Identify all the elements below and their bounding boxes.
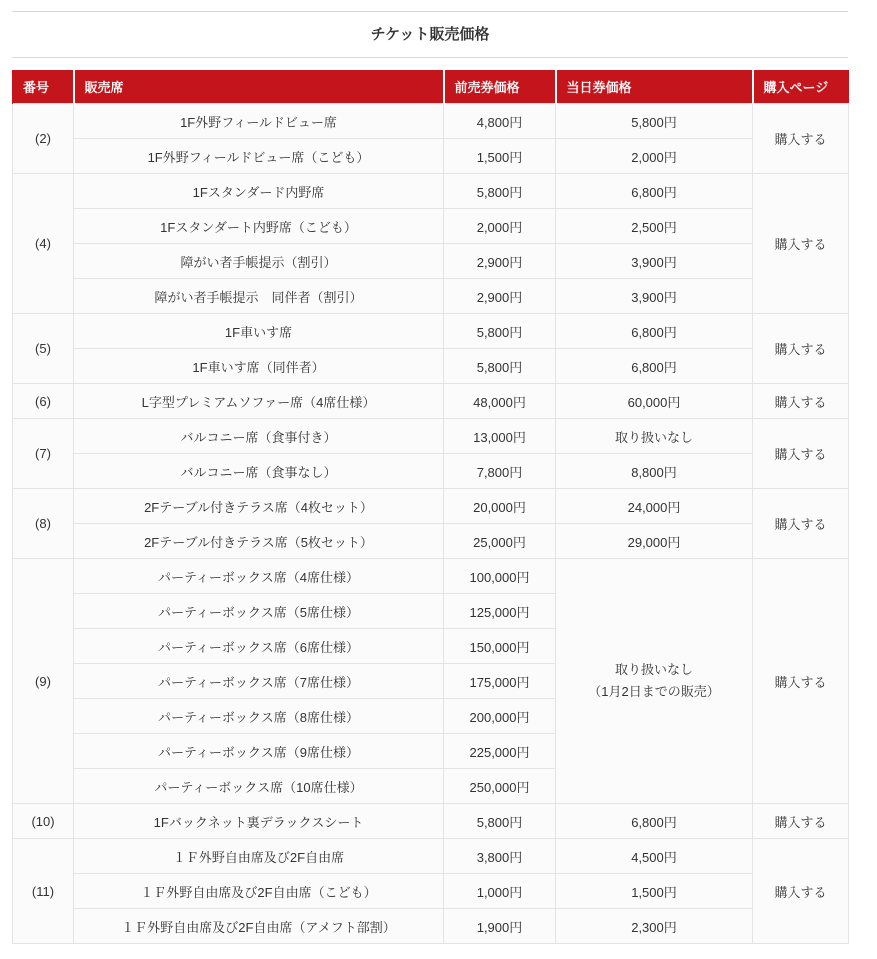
seat-name-cell: パーティーボックス席（8席仕様） bbox=[74, 699, 444, 734]
purchase-link[interactable]: 購入する bbox=[774, 884, 827, 900]
table-row bbox=[13, 139, 849, 174]
group-number-cell: (2) bbox=[13, 104, 74, 174]
advance-price-cell: 125,000円 bbox=[444, 594, 556, 629]
sameday-price-cell: 1,500円 bbox=[556, 874, 753, 909]
advance-price-cell: 4,800円 bbox=[444, 104, 556, 139]
seat-name-cell: 1Fスタンダート内野席（こども） bbox=[74, 209, 444, 244]
advance-price-cell: 5,800円 bbox=[444, 314, 556, 349]
seat-name-cell: １Ｆ外野自由席及び2F自由席（アメフト部割） bbox=[74, 909, 444, 944]
sameday-price-cell: 29,000円 bbox=[556, 524, 753, 559]
advance-price-cell: 7,800円 bbox=[444, 454, 556, 489]
seat-name-cell: 2Fテーブル付きテラス席（4枚セット） bbox=[74, 489, 444, 524]
table-row bbox=[13, 489, 849, 524]
purchase-cell bbox=[753, 174, 849, 314]
table-row bbox=[13, 804, 849, 839]
seat-name-cell: 1Fスタンダード内野席 bbox=[74, 174, 444, 209]
group-number-cell: (8) bbox=[13, 489, 74, 559]
sameday-price-cell: 6,800円 bbox=[556, 314, 753, 349]
seat-name-cell: 1F車いす席 bbox=[74, 314, 444, 349]
seat-name-cell: パーティーボックス席（7席仕様） bbox=[74, 664, 444, 699]
sameday-price-cell: 6,800円 bbox=[556, 174, 753, 209]
sameday-price-cell: 3,900円 bbox=[556, 244, 753, 279]
seat-name-cell: 障がい者手帳提示 同伴者（割引） bbox=[74, 279, 444, 314]
purchase-cell bbox=[753, 559, 849, 804]
sameday-price-cell: 3,900円 bbox=[556, 279, 753, 314]
table-row bbox=[13, 349, 849, 384]
purchase-cell bbox=[753, 839, 849, 944]
sameday-price-cell: 取り扱いなし bbox=[556, 419, 753, 454]
advance-price-cell: 1,000円 bbox=[444, 874, 556, 909]
advance-price-cell: 5,800円 bbox=[444, 174, 556, 209]
advance-price-cell: 100,000円 bbox=[444, 559, 556, 594]
advance-price-cell: 2,900円 bbox=[444, 279, 556, 314]
purchase-link[interactable]: 購入する bbox=[774, 814, 827, 830]
advance-price-cell: 175,000円 bbox=[444, 664, 556, 699]
purchase-cell bbox=[753, 804, 849, 839]
table-row bbox=[13, 314, 849, 349]
seat-name-cell: バルコニー席（食事なし） bbox=[74, 454, 444, 489]
advance-price-cell: 3,800円 bbox=[444, 839, 556, 874]
table-row bbox=[13, 174, 849, 209]
table-spacer bbox=[0, 58, 877, 70]
top-spacer bbox=[0, 0, 877, 11]
column-header-sameday-price: 当日券価格 bbox=[556, 70, 753, 104]
page-title: チケット販売価格 bbox=[370, 26, 490, 43]
seat-name-cell: L字型プレミアムソファー席（4席仕様） bbox=[74, 384, 444, 419]
seat-name-cell: バルコニー席（食事付き） bbox=[74, 419, 444, 454]
advance-price-cell: 250,000円 bbox=[444, 769, 556, 804]
purchase-link[interactable]: 購入する bbox=[774, 237, 827, 252]
seat-name-cell: 2Fテーブル付きテラス席（5枚セット） bbox=[74, 524, 444, 559]
seat-name-cell: 障がい者手帳提示（割引） bbox=[74, 244, 444, 279]
sameday-price-cell: 8,800円 bbox=[556, 454, 753, 489]
advance-price-cell: 150,000円 bbox=[444, 629, 556, 664]
advance-price-cell: 1,900円 bbox=[444, 909, 556, 944]
purchase-cell bbox=[753, 489, 849, 559]
seat-name-cell: １Ｆ外野自由席及び2F自由席 bbox=[74, 839, 444, 874]
advance-price-cell: 5,800円 bbox=[444, 349, 556, 384]
header-row bbox=[13, 70, 849, 104]
purchase-link[interactable]: 購入する bbox=[774, 132, 827, 147]
seat-name-cell: 1Fバックネット裏デラックスシート bbox=[74, 804, 444, 839]
advance-price-cell: 48,000円 bbox=[444, 384, 556, 419]
advance-price-cell: 200,000円 bbox=[444, 699, 556, 734]
sameday-price-cell: 2,300円 bbox=[556, 909, 753, 944]
sameday-price-cell: 5,800円 bbox=[556, 104, 753, 139]
purchase-link[interactable]: 購入する bbox=[774, 674, 827, 690]
column-header-advance-price: 前売券価格 bbox=[444, 70, 556, 104]
purchase-cell bbox=[753, 104, 849, 174]
table-row bbox=[13, 454, 849, 489]
advance-price-cell: 2,900円 bbox=[444, 244, 556, 279]
sameday-price-cell: 2,000円 bbox=[556, 139, 753, 174]
sameday-price-cell: 6,800円 bbox=[556, 804, 753, 839]
seat-name-cell: パーティーボックス席（5席仕様） bbox=[74, 594, 444, 629]
table-row bbox=[13, 419, 849, 454]
table-row bbox=[13, 839, 849, 874]
seat-name-cell: パーティーボックス席（6席仕様） bbox=[74, 629, 444, 664]
seat-name-cell: パーティーボックス席（10席仕様） bbox=[74, 769, 444, 804]
group-number-cell: (10) bbox=[13, 804, 74, 839]
sameday-note-line2: （1月2日までの販売） bbox=[588, 684, 720, 699]
group-number-cell: (5) bbox=[13, 314, 74, 384]
purchase-link[interactable]: 購入する bbox=[774, 394, 827, 410]
purchase-cell bbox=[753, 314, 849, 384]
advance-price-cell: 2,000円 bbox=[444, 209, 556, 244]
purchase-link[interactable]: 購入する bbox=[774, 342, 827, 357]
group-number-cell: (11) bbox=[13, 839, 74, 944]
table-row bbox=[13, 384, 849, 419]
group-number-cell: (6) bbox=[13, 384, 74, 419]
sameday-price-cell: 4,500円 bbox=[556, 839, 753, 874]
sameday-price-cell: 60,000円 bbox=[556, 384, 753, 419]
sameday-price-cell: 6,800円 bbox=[556, 349, 753, 384]
seat-name-cell: １Ｆ外野自由席及び2F自由席（こども） bbox=[74, 874, 444, 909]
table-row bbox=[13, 244, 849, 279]
column-header-number: 番号 bbox=[13, 70, 74, 104]
column-header-purchase-page: 購入ページ bbox=[753, 70, 849, 104]
group-number-cell: (7) bbox=[13, 419, 74, 489]
purchase-link[interactable]: 購入する bbox=[774, 447, 827, 462]
purchase-cell bbox=[753, 419, 849, 489]
group-number-cell: (4) bbox=[13, 174, 74, 314]
table-row bbox=[13, 209, 849, 244]
advance-price-cell: 25,000円 bbox=[444, 524, 556, 559]
purchase-link[interactable]: 購入する bbox=[774, 517, 827, 532]
ticket-price-table bbox=[12, 70, 849, 944]
advance-price-cell: 20,000円 bbox=[444, 489, 556, 524]
seat-name-cell: パーティーボックス席（9席仕様） bbox=[74, 734, 444, 769]
table-row bbox=[13, 279, 849, 314]
column-header-seat: 販売席 bbox=[74, 70, 444, 104]
sameday-price-cell: 24,000円 bbox=[556, 489, 753, 524]
seat-name-cell: 1F外野フィールドビュー席（こども） bbox=[74, 139, 444, 174]
advance-price-cell: 1,500円 bbox=[444, 139, 556, 174]
table-row bbox=[13, 524, 849, 559]
advance-price-cell: 13,000円 bbox=[444, 419, 556, 454]
sameday-price-note-cell bbox=[556, 559, 753, 804]
seat-name-cell: 1F車いす席（同伴者） bbox=[74, 349, 444, 384]
purchase-cell bbox=[753, 384, 849, 419]
group-number-cell: (9) bbox=[13, 559, 74, 804]
sameday-price-cell: 2,500円 bbox=[556, 209, 753, 244]
table-row bbox=[13, 104, 849, 139]
sameday-note-line1: 取り扱いなし bbox=[614, 662, 693, 677]
table-row bbox=[13, 559, 849, 594]
seat-name-cell: パーティーボックス席（4席仕様） bbox=[74, 559, 444, 594]
table-row bbox=[13, 909, 849, 944]
advance-price-cell: 225,000円 bbox=[444, 734, 556, 769]
advance-price-cell: 5,800円 bbox=[444, 804, 556, 839]
table-row bbox=[13, 874, 849, 909]
seat-name-cell: 1F外野フィールドビュー席 bbox=[74, 104, 444, 139]
